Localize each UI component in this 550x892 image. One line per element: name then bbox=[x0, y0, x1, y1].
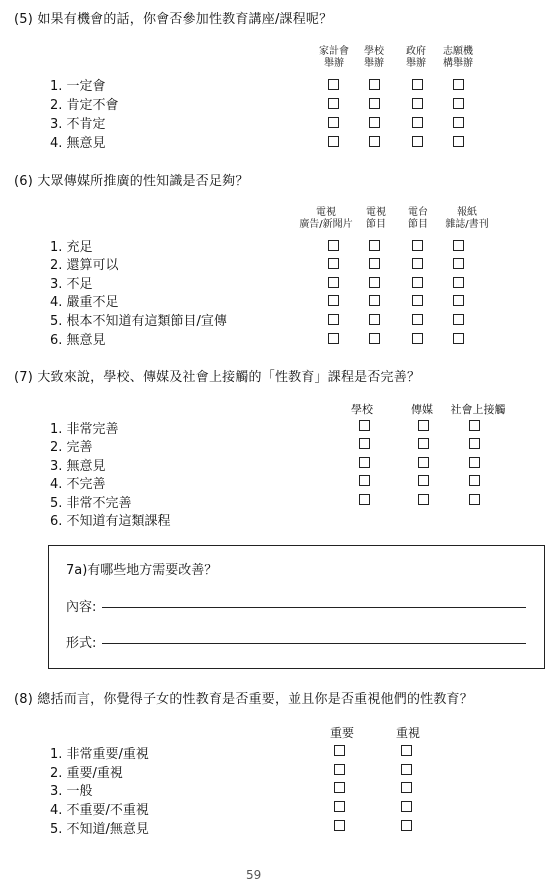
q7-col-1-header: 學校 bbox=[351, 403, 373, 416]
q6-col-4-header: 報紙 雜誌/書刊 bbox=[445, 207, 489, 230]
q8-option-4: 4. 不重要/不重視 bbox=[50, 803, 149, 818]
q7-checkbox[interactable] bbox=[469, 438, 480, 449]
q7-checkbox[interactable] bbox=[418, 457, 429, 468]
q5-checkbox[interactable] bbox=[453, 79, 464, 90]
q8-checkbox[interactable] bbox=[334, 801, 345, 812]
q8-checkbox[interactable] bbox=[401, 820, 412, 831]
q8-checkbox[interactable] bbox=[401, 801, 412, 812]
q5-checkbox[interactable] bbox=[328, 79, 339, 90]
q7-option-3: 3. 無意見 bbox=[50, 459, 106, 474]
q7-checkbox[interactable] bbox=[359, 438, 370, 449]
q6-checkbox[interactable] bbox=[328, 314, 339, 325]
q7-option-1: 1. 非常完善 bbox=[50, 422, 119, 437]
q5-col-3-header: 政府 舉辦 bbox=[406, 46, 426, 69]
q7-option-4: 4. 不完善 bbox=[50, 477, 106, 492]
q5-checkbox[interactable] bbox=[328, 136, 339, 147]
q7a-form-label: 形式: bbox=[66, 636, 97, 651]
q8-title: (8) 總括而言，你覺得子女的性教育是否重要，並且你是否重視他們的性教育？ bbox=[14, 692, 473, 707]
q5-title: (5) 如果有機會的話，你會否參加性教育講座/課程呢？ bbox=[14, 12, 333, 27]
q7-checkbox[interactable] bbox=[418, 438, 429, 449]
q5-checkbox[interactable] bbox=[369, 136, 380, 147]
q8-col-1-header: 重要 bbox=[329, 726, 354, 740]
q6-option-6: 6. 無意見 bbox=[50, 333, 106, 348]
q8-checkbox[interactable] bbox=[401, 745, 412, 756]
q7a-content-label: 內容: bbox=[66, 600, 97, 615]
q6-checkbox[interactable] bbox=[369, 333, 380, 344]
q7-col-3-header: 社會上接觸 bbox=[450, 403, 506, 416]
q6-checkbox[interactable] bbox=[412, 240, 423, 251]
q6-option-3: 3. 不足 bbox=[50, 277, 93, 292]
q6-option-1: 1. 充足 bbox=[50, 240, 93, 255]
q5-option-4: 4. 無意見 bbox=[50, 136, 106, 151]
q6-col-1-header: 電視 廣告/新聞片 bbox=[299, 207, 353, 230]
q6-checkbox[interactable] bbox=[412, 295, 423, 306]
q6-checkbox[interactable] bbox=[369, 314, 380, 325]
q8-option-3: 3. 一般 bbox=[50, 784, 93, 799]
q8-checkbox[interactable] bbox=[334, 820, 345, 831]
q5-checkbox[interactable] bbox=[412, 79, 423, 90]
page-number: 59 bbox=[246, 868, 262, 882]
q5-checkbox[interactable] bbox=[369, 98, 380, 109]
q5-option-2: 2. 肯定不會 bbox=[50, 98, 119, 113]
q6-option-5: 5. 根本不知道有這類節目/宣傳 bbox=[50, 314, 227, 329]
q5-checkbox[interactable] bbox=[453, 98, 464, 109]
q7-checkbox[interactable] bbox=[418, 420, 429, 431]
q5-checkbox[interactable] bbox=[328, 98, 339, 109]
q6-checkbox[interactable] bbox=[412, 258, 423, 269]
q7-title: (7) 大致來說，學校、傳媒及社會上接觸的「性教育」課程是否完善？ bbox=[14, 370, 421, 385]
q5-checkbox[interactable] bbox=[369, 79, 380, 90]
q8-option-1: 1. 非常重要/重視 bbox=[50, 747, 149, 762]
q7-checkbox[interactable] bbox=[469, 457, 480, 468]
q6-checkbox[interactable] bbox=[369, 277, 380, 288]
q6-checkbox[interactable] bbox=[328, 258, 339, 269]
q8-option-2: 2. 重要/重視 bbox=[50, 766, 123, 781]
q6-option-4: 4. 嚴重不足 bbox=[50, 295, 119, 310]
q6-checkbox[interactable] bbox=[412, 333, 423, 344]
q8-checkbox[interactable] bbox=[334, 745, 345, 756]
q5-checkbox[interactable] bbox=[412, 136, 423, 147]
q6-checkbox[interactable] bbox=[369, 295, 380, 306]
q7a-form-field[interactable] bbox=[102, 643, 526, 644]
q7-checkbox[interactable] bbox=[359, 420, 370, 431]
q7-option-2: 2. 完善 bbox=[50, 440, 93, 455]
q5-checkbox[interactable] bbox=[453, 136, 464, 147]
q6-checkbox[interactable] bbox=[369, 258, 380, 269]
q7-option-6: 6. 不知道有這類課程 bbox=[50, 514, 171, 529]
q6-option-2: 2. 還算可以 bbox=[50, 258, 119, 273]
q7a-content-field[interactable] bbox=[102, 607, 526, 608]
q5-checkbox[interactable] bbox=[369, 117, 380, 128]
q6-checkbox[interactable] bbox=[453, 240, 464, 251]
q6-col-2-header: 電視 節目 bbox=[366, 207, 386, 230]
q6-checkbox[interactable] bbox=[453, 277, 464, 288]
q7-checkbox[interactable] bbox=[359, 457, 370, 468]
q6-checkbox[interactable] bbox=[412, 277, 423, 288]
q8-checkbox[interactable] bbox=[401, 782, 412, 793]
q7-checkbox[interactable] bbox=[469, 420, 480, 431]
q6-col-3-header: 電台 節目 bbox=[408, 207, 428, 230]
q8-checkbox[interactable] bbox=[334, 782, 345, 793]
q7-checkbox[interactable] bbox=[359, 494, 370, 505]
q5-col-2-header: 學校 舉辦 bbox=[364, 46, 384, 69]
q7-checkbox[interactable] bbox=[418, 475, 429, 486]
q6-checkbox[interactable] bbox=[453, 295, 464, 306]
q6-checkbox[interactable] bbox=[453, 258, 464, 269]
q6-checkbox[interactable] bbox=[453, 314, 464, 325]
q6-checkbox[interactable] bbox=[453, 333, 464, 344]
q8-checkbox[interactable] bbox=[401, 764, 412, 775]
q7-col-2-header: 傳媒 bbox=[411, 403, 433, 416]
q5-col-4-header: 志願機 構舉辦 bbox=[443, 46, 473, 69]
q8-option-5: 5. 不知道/無意見 bbox=[50, 822, 149, 837]
q8-col-2-header: 重視 bbox=[395, 726, 420, 740]
q5-checkbox[interactable] bbox=[453, 117, 464, 128]
q7a-title: 7a)有哪些地方需要改善？ bbox=[66, 563, 218, 578]
q6-checkbox[interactable] bbox=[369, 240, 380, 251]
q7-checkbox[interactable] bbox=[469, 494, 480, 505]
q5-col-1-header: 家計會 舉辦 bbox=[319, 46, 349, 69]
q5-checkbox[interactable] bbox=[412, 117, 423, 128]
q7-checkbox[interactable] bbox=[359, 475, 370, 486]
q6-checkbox[interactable] bbox=[328, 295, 339, 306]
q5-option-1: 1. 一定會 bbox=[50, 79, 106, 94]
q5-option-3: 3. 不肯定 bbox=[50, 117, 106, 132]
q6-checkbox[interactable] bbox=[328, 333, 339, 344]
q6-checkbox[interactable] bbox=[328, 240, 339, 251]
q7-checkbox[interactable] bbox=[418, 494, 429, 505]
q5-checkbox[interactable] bbox=[412, 98, 423, 109]
q8-checkbox[interactable] bbox=[334, 764, 345, 775]
q5-checkbox[interactable] bbox=[328, 117, 339, 128]
q6-title: (6) 大眾傳媒所推廣的性知識是否足夠？ bbox=[14, 174, 249, 189]
q6-checkbox[interactable] bbox=[412, 314, 423, 325]
q7-checkbox[interactable] bbox=[469, 475, 480, 486]
q7-option-5: 5. 非常不完善 bbox=[50, 496, 132, 511]
q6-checkbox[interactable] bbox=[328, 277, 339, 288]
